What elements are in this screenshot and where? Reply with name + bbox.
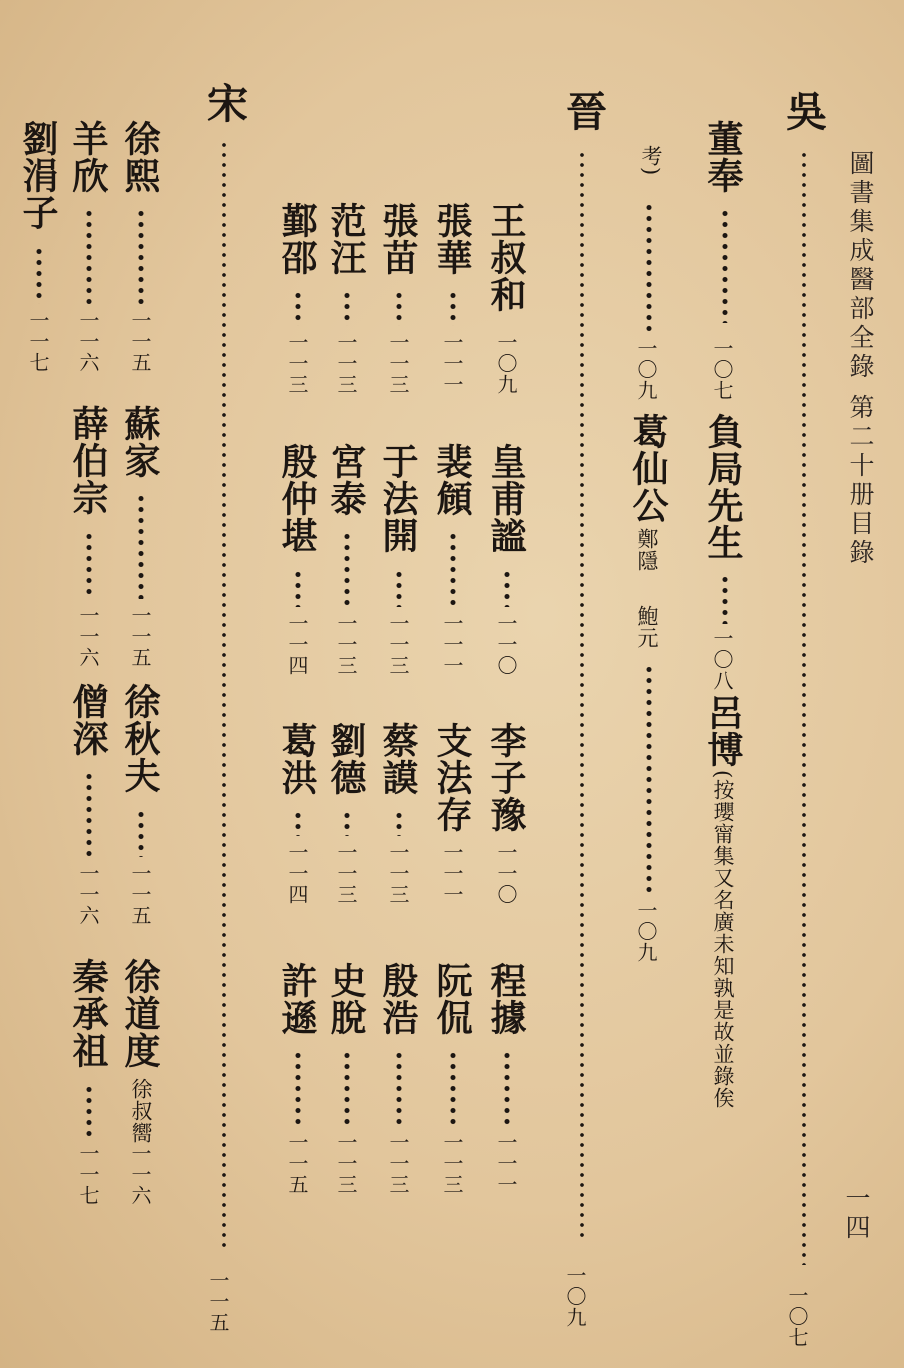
dynasty-page-wu: 一〇七 (785, 1285, 809, 1348)
entry-dots (448, 531, 458, 607)
entry-dots (448, 1050, 458, 1126)
entry-dots (293, 290, 303, 326)
entry-dots (136, 208, 146, 304)
entry-page: 一一六 (76, 863, 100, 926)
entry-name: 葛仙公 (627, 413, 669, 524)
entry-page: 一一三 (334, 332, 358, 395)
entry-page: 一一三 (386, 332, 410, 395)
entry-dots (394, 569, 404, 607)
entry-page: 一一五 (128, 863, 152, 926)
dynasty-dots-jin (578, 150, 586, 1240)
entry-page: 一一六 (128, 1143, 152, 1206)
entry-dots (293, 1050, 303, 1126)
entry-page: 一一一 (440, 332, 464, 395)
dynasty-heading-song: 宋 (200, 82, 248, 123)
entry-dots (84, 531, 94, 599)
entry-page: 一一三 (334, 842, 358, 905)
entry-dots (342, 531, 352, 607)
entry-page: 一一〇 (494, 842, 518, 905)
entry-name: 負局先生 (702, 413, 744, 561)
entry-name: 程據 (485, 962, 527, 1036)
entry-dots (720, 574, 730, 624)
entry-name: 支法存 (431, 722, 473, 833)
entry-name: 史脫 (325, 962, 367, 1036)
entry-dots (136, 493, 146, 599)
entry-page: 一一五 (128, 605, 152, 668)
entry-dots (293, 569, 303, 607)
entry-note: (按瓔甯集又名廣未知孰是故並錄俟 (711, 770, 735, 1110)
entry-name: 薛伯宗 (67, 405, 109, 516)
entry-dots (84, 208, 94, 304)
entry-dots (84, 771, 94, 857)
entry-name: 董奉 (702, 120, 744, 194)
entry-dots (84, 1084, 94, 1137)
entry-page: 一一六 (76, 310, 100, 373)
entry-name: 裴頠 (431, 443, 473, 517)
entry-name: 蘇家 (119, 405, 161, 479)
entry-name: 羊欣 (67, 120, 109, 194)
entry-name: 王叔和 (485, 202, 527, 313)
entry-page: 一一三 (334, 613, 358, 676)
entry-page: 一一五 (128, 310, 152, 373)
entry-page: 一一三 (285, 332, 309, 395)
entry-name: 徐秋夫 (119, 683, 161, 794)
entry-name: 鄞邵 (276, 202, 318, 276)
dynasty-dots-wu (800, 150, 808, 1265)
entry-dots (34, 246, 44, 304)
running-header-title: 圖書集成醫部全錄 第二十册目錄 (846, 150, 875, 568)
dynasty-page-song: 一一五 (206, 1270, 230, 1333)
dynasty-heading-wu: 吳 (779, 90, 827, 131)
entry-name: 張華 (431, 202, 473, 276)
entry-name: 于法開 (377, 443, 419, 554)
entry-dots (644, 202, 654, 332)
entry-dots (394, 290, 404, 326)
entry-name: 僧深 (67, 683, 109, 757)
entry-page: 一一三 (386, 613, 410, 676)
entry-page: 一〇八 (710, 628, 734, 691)
entry-name: 徐道度 (119, 958, 161, 1069)
entry-page: 一一七 (76, 1143, 100, 1206)
entry-name: 徐熙 (119, 120, 161, 194)
entry-page: 一一一 (440, 613, 464, 676)
entry-dots (394, 810, 404, 836)
entry-name: 劉德 (325, 722, 367, 796)
entry-dots (720, 208, 730, 323)
entry-page: 一一一 (440, 842, 464, 905)
entry-page: 一一四 (285, 613, 309, 676)
entry-page: 一〇七 (710, 338, 734, 401)
entry-page: 一一五 (285, 1132, 309, 1195)
entry-name: 阮侃 (431, 962, 473, 1036)
dynasty-heading-jin: 晉 (559, 90, 607, 131)
entry-dots (448, 290, 458, 326)
entry-dots (644, 664, 654, 894)
entry-page: 一一三 (386, 1132, 410, 1195)
entry-name: 呂博 (702, 694, 744, 768)
entry-page: 一一六 (76, 605, 100, 668)
entry-page: 一一三 (334, 1132, 358, 1195)
page-number: 一四 (842, 1185, 871, 1243)
entry-page: 一〇九 (634, 338, 658, 401)
entry-name: 殷浩 (377, 962, 419, 1036)
entry-dots (342, 1050, 352, 1126)
entry-name: 劉涓子 (17, 120, 59, 231)
entry-dots (394, 1050, 404, 1126)
entry-note: 鄭隱 (635, 528, 659, 572)
entry-note: 徐叔嚮 (129, 1078, 153, 1144)
entry-name: 范汪 (325, 202, 367, 276)
entry-dots (136, 809, 146, 857)
entry-page: 一一三 (440, 1132, 464, 1195)
entry-page: 一一七 (26, 310, 50, 373)
entry-dots (293, 810, 303, 836)
entry-name: 殷仲堪 (276, 443, 318, 554)
entry-dots (342, 290, 352, 326)
entry-name: 秦承祖 (67, 958, 109, 1069)
entry-page: 一一三 (386, 842, 410, 905)
entry-page: 一〇九 (494, 332, 518, 395)
entry-dots (502, 569, 512, 607)
entry-page: 一〇九 (634, 900, 658, 963)
entry-dots (342, 810, 352, 836)
entry-name: 葛洪 (276, 722, 318, 796)
entry-name: 許遜 (276, 962, 318, 1036)
entry-name: 考) (639, 145, 663, 177)
dynasty-dots-song (220, 140, 228, 1250)
entry-name: 皇甫謐 (485, 443, 527, 554)
entry-dots (502, 1050, 512, 1126)
entry-name: 宮泰 (325, 443, 367, 517)
dynasty-page-jin: 一〇九 (563, 1265, 587, 1328)
entry-name: 蔡謨 (377, 722, 419, 796)
entry-page: 一一〇 (494, 613, 518, 676)
entry-page: 一一一 (494, 1132, 518, 1195)
entry-name: 李子豫 (485, 722, 527, 833)
entry-note: 鮑元 (635, 605, 659, 649)
entry-page: 一一四 (285, 842, 309, 905)
entry-name: 張苗 (377, 202, 419, 276)
